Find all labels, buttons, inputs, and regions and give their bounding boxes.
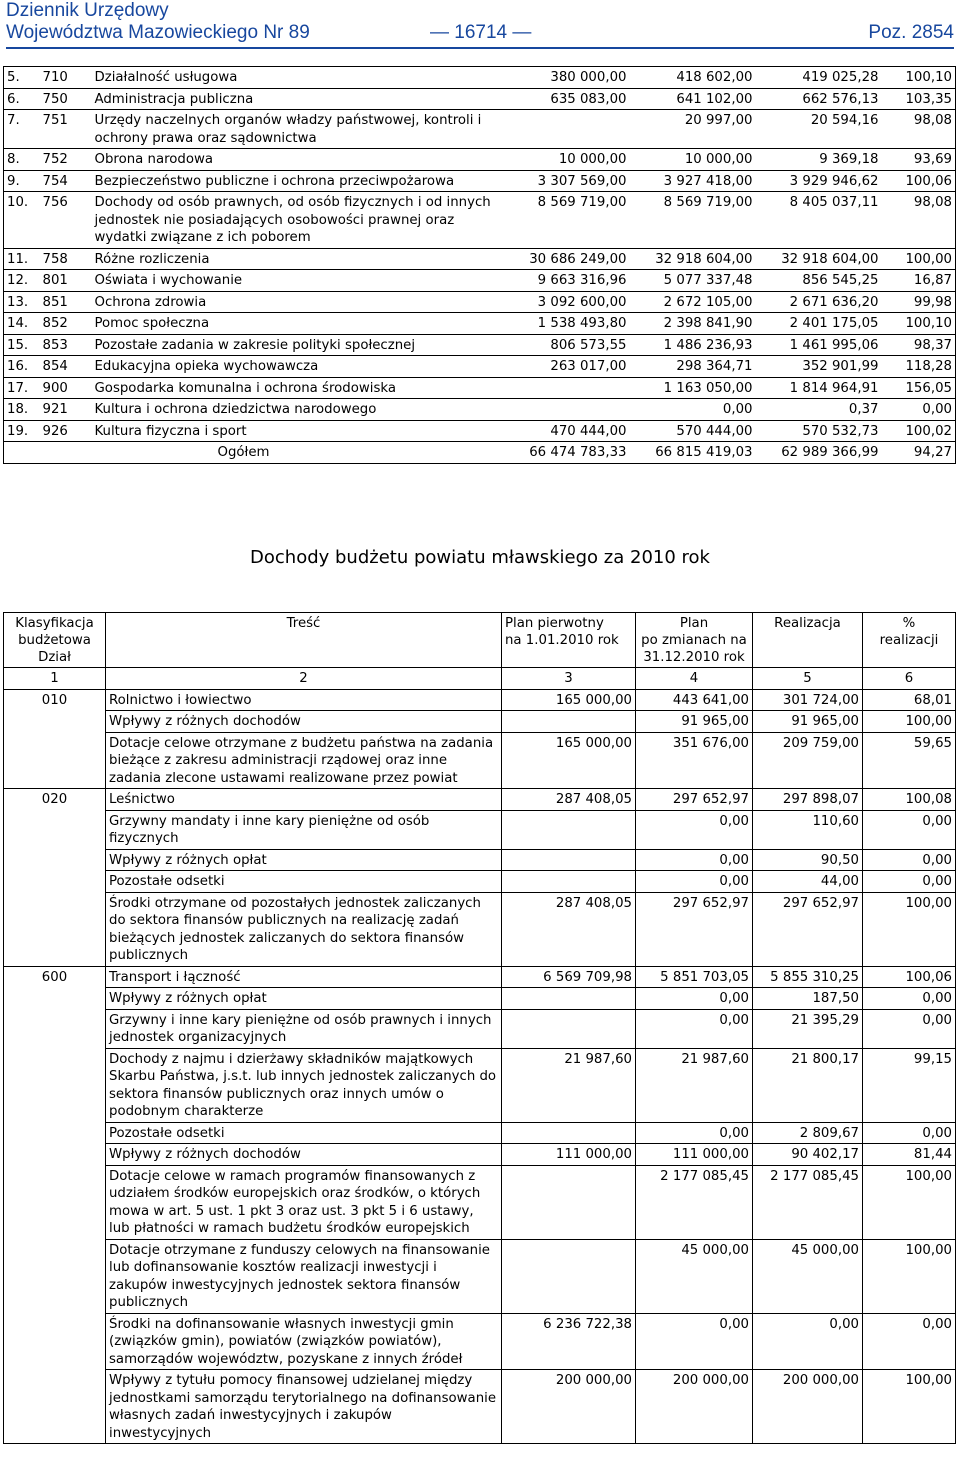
row-percent: 100,10: [882, 313, 956, 335]
position-number: Poz. 2854: [868, 22, 954, 43]
row-plan: 9 663 316,96: [504, 270, 630, 292]
table-row: [4, 334, 956, 356]
header-proc-line: %: [902, 616, 916, 631]
income-table-body: [4, 613, 956, 1444]
row-dzial: 020: [4, 789, 106, 811]
row-plan-after-changes: 641 102,00: [630, 88, 756, 110]
row-plan: 635 083,00: [504, 88, 630, 110]
row-percent: 0,00: [863, 988, 956, 1010]
row-dzial: [4, 1144, 106, 1166]
row-lp: 7.: [4, 110, 40, 149]
row-plan-after-changes: 10 000,00: [630, 149, 756, 171]
row-lp: 11.: [4, 248, 40, 270]
row-percent: 93,69: [882, 149, 956, 171]
row-plan: 3 092 600,00: [504, 291, 630, 313]
row-dzial: [4, 988, 106, 1010]
row-plan-after-changes: 2 398 841,90: [630, 313, 756, 335]
row-lp: 9.: [4, 170, 40, 192]
row-lp: 15.: [4, 334, 40, 356]
table-row: [4, 377, 956, 399]
table-row: [4, 313, 956, 335]
row-percent: 0,00: [882, 399, 956, 421]
row-name: Dotacje otrzymane z funduszy celowych na finansowanie lub dofinansowanie kosztów realizacji inwestycji i zakupów inwestycyjnych jednostek sektora finansów publicznych: [106, 1239, 502, 1313]
row-plan-after-changes: 91 965,00: [636, 711, 753, 733]
row-plan-after-changes: 0,00: [636, 1122, 753, 1144]
table-row: [4, 1370, 956, 1444]
row-realization: 90,50: [753, 849, 863, 871]
col-number: 4: [636, 668, 753, 690]
income-table: [3, 612, 956, 1444]
row-percent: 100,02: [882, 420, 956, 442]
row-percent: 100,10: [882, 67, 956, 89]
row-dzial: 754: [40, 170, 92, 192]
column-number-row: [4, 668, 956, 690]
row-lp: 18.: [4, 399, 40, 421]
expenses-table-body: [4, 67, 956, 464]
row-name: Dotacje celowe otrzymane z budżetu państwa na zadania bieżące z zakresu administracji rządowej oraz inne zadania zlecone ustawami realizowane przez powiat: [106, 732, 502, 789]
row-lp: 13.: [4, 291, 40, 313]
row-percent: 100,00: [882, 248, 956, 270]
row-plan: [502, 1165, 636, 1239]
row-percent: 118,28: [882, 356, 956, 378]
row-dzial: [4, 1048, 106, 1122]
row-percent: 99,98: [882, 291, 956, 313]
row-realization: 44,00: [753, 871, 863, 893]
row-name: Wpływy z różnych opłat: [106, 988, 502, 1010]
table-row: [4, 988, 956, 1010]
row-lp: 16.: [4, 356, 40, 378]
row-plan-after-changes: 297 652,97: [636, 892, 753, 966]
income-section-title: Dochody budżetu powiatu mławskiego za 2010 rok: [250, 547, 710, 568]
dzial-row: [4, 966, 956, 988]
row-dzial: 752: [40, 149, 92, 171]
table-row: [4, 110, 956, 149]
row-percent: 16,87: [882, 270, 956, 292]
header-plan-line: na 1.01.2010 rok: [505, 633, 619, 648]
row-name: Wpływy z różnych dochodów: [106, 711, 502, 733]
row-plan: 10 000,00: [504, 149, 630, 171]
row-name: Administracja publiczna: [92, 88, 504, 110]
row-dzial: [4, 849, 106, 871]
row-dzial: [4, 732, 106, 789]
row-dzial: [4, 810, 106, 849]
table-row: [4, 399, 956, 421]
row-plan-after-changes: 570 444,00: [630, 420, 756, 442]
row-dzial: 853: [40, 334, 92, 356]
table-row: [4, 810, 956, 849]
row-plan-after-changes: 45 000,00: [636, 1239, 753, 1313]
col-number: 6: [863, 668, 956, 690]
row-execution: 856 545,25: [756, 270, 882, 292]
row-name: Kultura fizyczna i sport: [92, 420, 504, 442]
row-plan-after-changes: 0,00: [636, 849, 753, 871]
header-plan-zm-line: po zmianach na: [641, 633, 747, 648]
row-percent: 100,00: [863, 892, 956, 966]
row-name: Leśnictwo: [106, 789, 502, 811]
row-plan-after-changes: 0,00: [636, 1009, 753, 1048]
row-dzial: 926: [40, 420, 92, 442]
header-tresc-text: Treść: [286, 616, 321, 631]
row-execution: 9 369,18: [756, 149, 882, 171]
row-plan-after-changes: 200 000,00: [636, 1370, 753, 1444]
row-plan-after-changes: 3 927 418,00: [630, 170, 756, 192]
row-plan-after-changes: 0,00: [636, 810, 753, 849]
table-row: [4, 149, 956, 171]
row-plan: 6 569 709,98: [502, 966, 636, 988]
row-percent: 156,05: [882, 377, 956, 399]
row-name: Bezpieczeństwo publiczne i ochrona przeciwpożarowa: [92, 170, 504, 192]
row-execution: 570 532,73: [756, 420, 882, 442]
row-name: Pomoc społeczna: [92, 313, 504, 335]
row-lp: 17.: [4, 377, 40, 399]
row-percent: 0,00: [863, 1009, 956, 1048]
col-number: 3: [502, 668, 636, 690]
header-realizacja-text: Realizacja: [774, 616, 841, 631]
row-percent: 103,35: [882, 88, 956, 110]
row-name: Edukacyjna opieka wychowawcza: [92, 356, 504, 378]
row-dzial: [4, 871, 106, 893]
row-dzial: [4, 1370, 106, 1444]
row-realization: 91 965,00: [753, 711, 863, 733]
col-number: 2: [106, 668, 502, 690]
row-dzial: 854: [40, 356, 92, 378]
row-dzial: 751: [40, 110, 92, 149]
row-name: Grzywny i inne kary pieniężne od osób prawnych i innych jednostek organizacyjnych: [106, 1009, 502, 1048]
journal-subtitle: Województwa Mazowieckiego Nr 89: [6, 22, 310, 43]
row-name: Pozostałe zadania w zakresie polityki społecznej: [92, 334, 504, 356]
col-number: 1: [4, 668, 106, 690]
row-name: Transport i łączność: [106, 966, 502, 988]
row-name: Gospodarka komunalna i ochrona środowiska: [92, 377, 504, 399]
row-name: Dotacje celowe w ramach programów finansowanych z udziałem środków europejskich oraz środków, o których mowa w art. 5 ust. 1 pkt 3 oraz ust. 3 pkt 5 i 6 ustawy, lub płatności w ramach budżetu środków europejskich: [106, 1165, 502, 1239]
total-percent: 94,27: [882, 442, 956, 464]
row-percent: 100,00: [863, 711, 956, 733]
row-execution: 2 671 636,20: [756, 291, 882, 313]
row-plan: 111 000,00: [502, 1144, 636, 1166]
row-realization: 2 177 085,45: [753, 1165, 863, 1239]
row-plan-after-changes: 5 851 703,05: [636, 966, 753, 988]
page-header: [6, 0, 954, 50]
row-lp: 8.: [4, 149, 40, 171]
col-number: 5: [753, 668, 863, 690]
row-plan-after-changes: 20 997,00: [630, 110, 756, 149]
total-spacer: [4, 442, 92, 464]
row-name: Dochody od osób prawnych, od osób fizycznych i od innych jednostek nie posiadających osobowości prawnej oraz wydatki związane z ich poborem: [92, 192, 504, 249]
row-dzial: 900: [40, 377, 92, 399]
table-row: [4, 356, 956, 378]
table-row: [4, 420, 956, 442]
total-plan-after-changes: 66 815 419,03: [630, 442, 756, 464]
row-plan-after-changes: 418 602,00: [630, 67, 756, 89]
row-plan-after-changes: 2 177 085,45: [636, 1165, 753, 1239]
row-plan: [502, 1122, 636, 1144]
row-lp: 6.: [4, 88, 40, 110]
row-realization: 21 395,29: [753, 1009, 863, 1048]
row-plan: 8 569 719,00: [504, 192, 630, 249]
header-plan-zm: [636, 613, 753, 668]
row-plan: [502, 1239, 636, 1313]
header-klas-line: Klasyfikacja: [15, 616, 94, 631]
total-label: Ogółem: [92, 442, 504, 464]
row-name: Urzędy naczelnych organów władzy państwowej, kontroli i ochrony prawa oraz sądownictwa: [92, 110, 504, 149]
header-rule: [6, 47, 954, 49]
header-klasyfikacja: [4, 613, 106, 668]
row-plan-after-changes: 8 569 719,00: [630, 192, 756, 249]
row-name: Różne rozliczenia: [92, 248, 504, 270]
row-plan-after-changes: 298 364,71: [630, 356, 756, 378]
row-dzial: [4, 711, 106, 733]
row-percent: 0,00: [863, 871, 956, 893]
row-plan-after-changes: 1 486 236,93: [630, 334, 756, 356]
row-percent: 0,00: [863, 849, 956, 871]
table-row: [4, 270, 956, 292]
row-plan: 287 408,05: [502, 789, 636, 811]
row-plan: [504, 399, 630, 421]
row-realization: 21 800,17: [753, 1048, 863, 1122]
row-percent: 100,06: [863, 966, 956, 988]
row-plan: 806 573,55: [504, 334, 630, 356]
row-lp: 19.: [4, 420, 40, 442]
row-plan-after-changes: 111 000,00: [636, 1144, 753, 1166]
header-realizacja: [753, 613, 863, 668]
row-name: Wpływy z różnych dochodów: [106, 1144, 502, 1166]
row-name: Dochody z najmu i dzierżawy składników majątkowych Skarbu Państwa, j.s.t. lub innych jednostek zaliczanych do sektora finansów publicznych oraz innych umów o podobnym charakterze: [106, 1048, 502, 1122]
row-realization: 301 724,00: [753, 689, 863, 711]
row-name: Środki na dofinansowanie własnych inwestycji gmin (związków gmin), powiatów (związków powiatów), samorządów województw, pozyskane z innych źródeł: [106, 1313, 502, 1370]
dzial-row: [4, 689, 956, 711]
table-row: [4, 291, 956, 313]
row-realization: 187,50: [753, 988, 863, 1010]
row-realization: 2 809,67: [753, 1122, 863, 1144]
row-name: Kultura i ochrona dziedzictwa narodowego: [92, 399, 504, 421]
row-dzial: 750: [40, 88, 92, 110]
row-dzial: 756: [40, 192, 92, 249]
row-plan-after-changes: 2 672 105,00: [630, 291, 756, 313]
table-row: [4, 1122, 956, 1144]
row-percent: 100,00: [863, 1370, 956, 1444]
row-dzial: 801: [40, 270, 92, 292]
row-lp: 14.: [4, 313, 40, 335]
header-plan-zm-line: 31.12.2010 rok: [643, 650, 745, 665]
row-plan: [502, 810, 636, 849]
row-execution: 0,37: [756, 399, 882, 421]
row-percent: 98,08: [882, 110, 956, 149]
total-execution: 62 989 366,99: [756, 442, 882, 464]
row-plan-after-changes: 0,00: [636, 988, 753, 1010]
row-percent: 0,00: [863, 1313, 956, 1370]
table-row: [4, 892, 956, 966]
row-lp: 5.: [4, 67, 40, 89]
table-row: [4, 248, 956, 270]
row-percent: 99,15: [863, 1048, 956, 1122]
row-name: Pozostałe odsetki: [106, 1122, 502, 1144]
row-dzial: [4, 892, 106, 966]
row-plan: [502, 711, 636, 733]
header-klas-line: Dział: [38, 650, 71, 665]
row-plan-after-changes: 21 987,60: [636, 1048, 753, 1122]
row-realization: 297 898,07: [753, 789, 863, 811]
header-plan: [502, 613, 636, 668]
header-tresc: [106, 613, 502, 668]
row-execution: 8 405 037,11: [756, 192, 882, 249]
row-dzial: 851: [40, 291, 92, 313]
row-plan: 21 987,60: [502, 1048, 636, 1122]
row-execution: 419 025,28: [756, 67, 882, 89]
row-percent: 100,00: [863, 1165, 956, 1239]
table-row: [4, 67, 956, 89]
expenses-table: [3, 66, 956, 464]
row-percent: 98,37: [882, 334, 956, 356]
row-plan: 6 236 722,38: [502, 1313, 636, 1370]
row-execution: 1 814 964,91: [756, 377, 882, 399]
table-row: [4, 170, 956, 192]
table-row: [4, 1239, 956, 1313]
row-execution: 2 401 175,05: [756, 313, 882, 335]
row-name: Środki otrzymane od pozostałych jednostek zaliczanych do sektora finansów publicznych na realizację zadań bieżących jednostek zaliczanych do sektora finansów publicznych: [106, 892, 502, 966]
table-row: [4, 1048, 956, 1122]
table-row: [4, 1009, 956, 1048]
row-plan: [502, 849, 636, 871]
table-row: [4, 1165, 956, 1239]
row-plan-after-changes: 32 918 604,00: [630, 248, 756, 270]
row-percent: 68,01: [863, 689, 956, 711]
row-realization: 45 000,00: [753, 1239, 863, 1313]
header-plan-line: Plan pierwotny: [505, 616, 604, 631]
row-dzial: [4, 1165, 106, 1239]
header-plan-zm-line: Plan: [679, 616, 709, 631]
table-row: [4, 1144, 956, 1166]
table-row: [4, 88, 956, 110]
row-dzial: 921: [40, 399, 92, 421]
row-percent: 100,06: [882, 170, 956, 192]
row-plan-after-changes: 0,00: [636, 1313, 753, 1370]
table-row: [4, 732, 956, 789]
row-plan-after-changes: 351 676,00: [636, 732, 753, 789]
table-row: [4, 192, 956, 249]
row-plan-after-changes: 297 652,97: [636, 789, 753, 811]
row-realization: 297 652,97: [753, 892, 863, 966]
row-plan: 3 307 569,00: [504, 170, 630, 192]
row-execution: 3 929 946,62: [756, 170, 882, 192]
row-realization: 0,00: [753, 1313, 863, 1370]
row-percent: 59,65: [863, 732, 956, 789]
income-header-row: [4, 613, 956, 668]
row-percent: 98,08: [882, 192, 956, 249]
row-percent: 100,00: [863, 1239, 956, 1313]
row-dzial: 758: [40, 248, 92, 270]
row-plan: [502, 988, 636, 1010]
row-plan-after-changes: 5 077 337,48: [630, 270, 756, 292]
row-execution: 352 901,99: [756, 356, 882, 378]
row-plan: 1 538 493,80: [504, 313, 630, 335]
row-name: Oświata i wychowanie: [92, 270, 504, 292]
row-execution: 662 576,13: [756, 88, 882, 110]
total-row: [4, 442, 956, 464]
row-plan: [504, 377, 630, 399]
table-row: [4, 711, 956, 733]
row-dzial: 010: [4, 689, 106, 711]
row-lp: 12.: [4, 270, 40, 292]
row-dzial: 710: [40, 67, 92, 89]
row-plan: 470 444,00: [504, 420, 630, 442]
row-execution: 32 918 604,00: [756, 248, 882, 270]
row-name: Wpływy z tytułu pomocy finansowej udzielanej między jednostkami samorządu terytorialnego na dofinansowanie własnych zadań inwestycyjnych i zakupów inwestycyjnych: [106, 1370, 502, 1444]
row-plan-after-changes: 0,00: [636, 871, 753, 893]
table-row: [4, 1313, 956, 1370]
row-plan: 200 000,00: [502, 1370, 636, 1444]
row-plan: 165 000,00: [502, 732, 636, 789]
row-realization: 110,60: [753, 810, 863, 849]
row-realization: 200 000,00: [753, 1370, 863, 1444]
row-dzial: [4, 1009, 106, 1048]
row-name: Ochrona zdrowia: [92, 291, 504, 313]
row-plan: [502, 1009, 636, 1048]
header-klas-line: budżetowa: [18, 633, 91, 648]
row-plan: [502, 871, 636, 893]
table-row: [4, 849, 956, 871]
row-plan-after-changes: 1 163 050,00: [630, 377, 756, 399]
row-dzial: [4, 1313, 106, 1370]
table-row: [4, 871, 956, 893]
row-execution: 1 461 995,06: [756, 334, 882, 356]
row-name: Grzywny mandaty i inne kary pieniężne od osób fizycznych: [106, 810, 502, 849]
row-dzial: [4, 1239, 106, 1313]
page-number: — 16714 —: [430, 22, 532, 43]
row-execution: 20 594,16: [756, 110, 882, 149]
row-plan-after-changes: 443 641,00: [636, 689, 753, 711]
dzial-row: [4, 789, 956, 811]
row-plan: 263 017,00: [504, 356, 630, 378]
row-percent: 100,08: [863, 789, 956, 811]
row-realization: 90 402,17: [753, 1144, 863, 1166]
row-percent: 0,00: [863, 1122, 956, 1144]
row-plan-after-changes: 0,00: [630, 399, 756, 421]
header-proc: [863, 613, 956, 668]
row-name: Rolnictwo i łowiectwo: [106, 689, 502, 711]
row-name: Obrona narodowa: [92, 149, 504, 171]
row-dzial: [4, 1122, 106, 1144]
row-plan: 30 686 249,00: [504, 248, 630, 270]
row-lp: 10.: [4, 192, 40, 249]
row-percent: 0,00: [863, 810, 956, 849]
journal-title: Dziennik Urzędowy: [6, 0, 169, 21]
row-plan: 380 000,00: [504, 67, 630, 89]
row-plan: 287 408,05: [502, 892, 636, 966]
row-name: Wpływy z różnych opłat: [106, 849, 502, 871]
row-percent: 81,44: [863, 1144, 956, 1166]
row-realization: 5 855 310,25: [753, 966, 863, 988]
row-plan: [504, 110, 630, 149]
row-name: Działalność usługowa: [92, 67, 504, 89]
row-dzial: 600: [4, 966, 106, 988]
row-plan: 165 000,00: [502, 689, 636, 711]
row-name: Pozostałe odsetki: [106, 871, 502, 893]
total-plan: 66 474 783,33: [504, 442, 630, 464]
row-realization: 209 759,00: [753, 732, 863, 789]
row-dzial: 852: [40, 313, 92, 335]
header-proc-line: realizacji: [879, 633, 939, 648]
